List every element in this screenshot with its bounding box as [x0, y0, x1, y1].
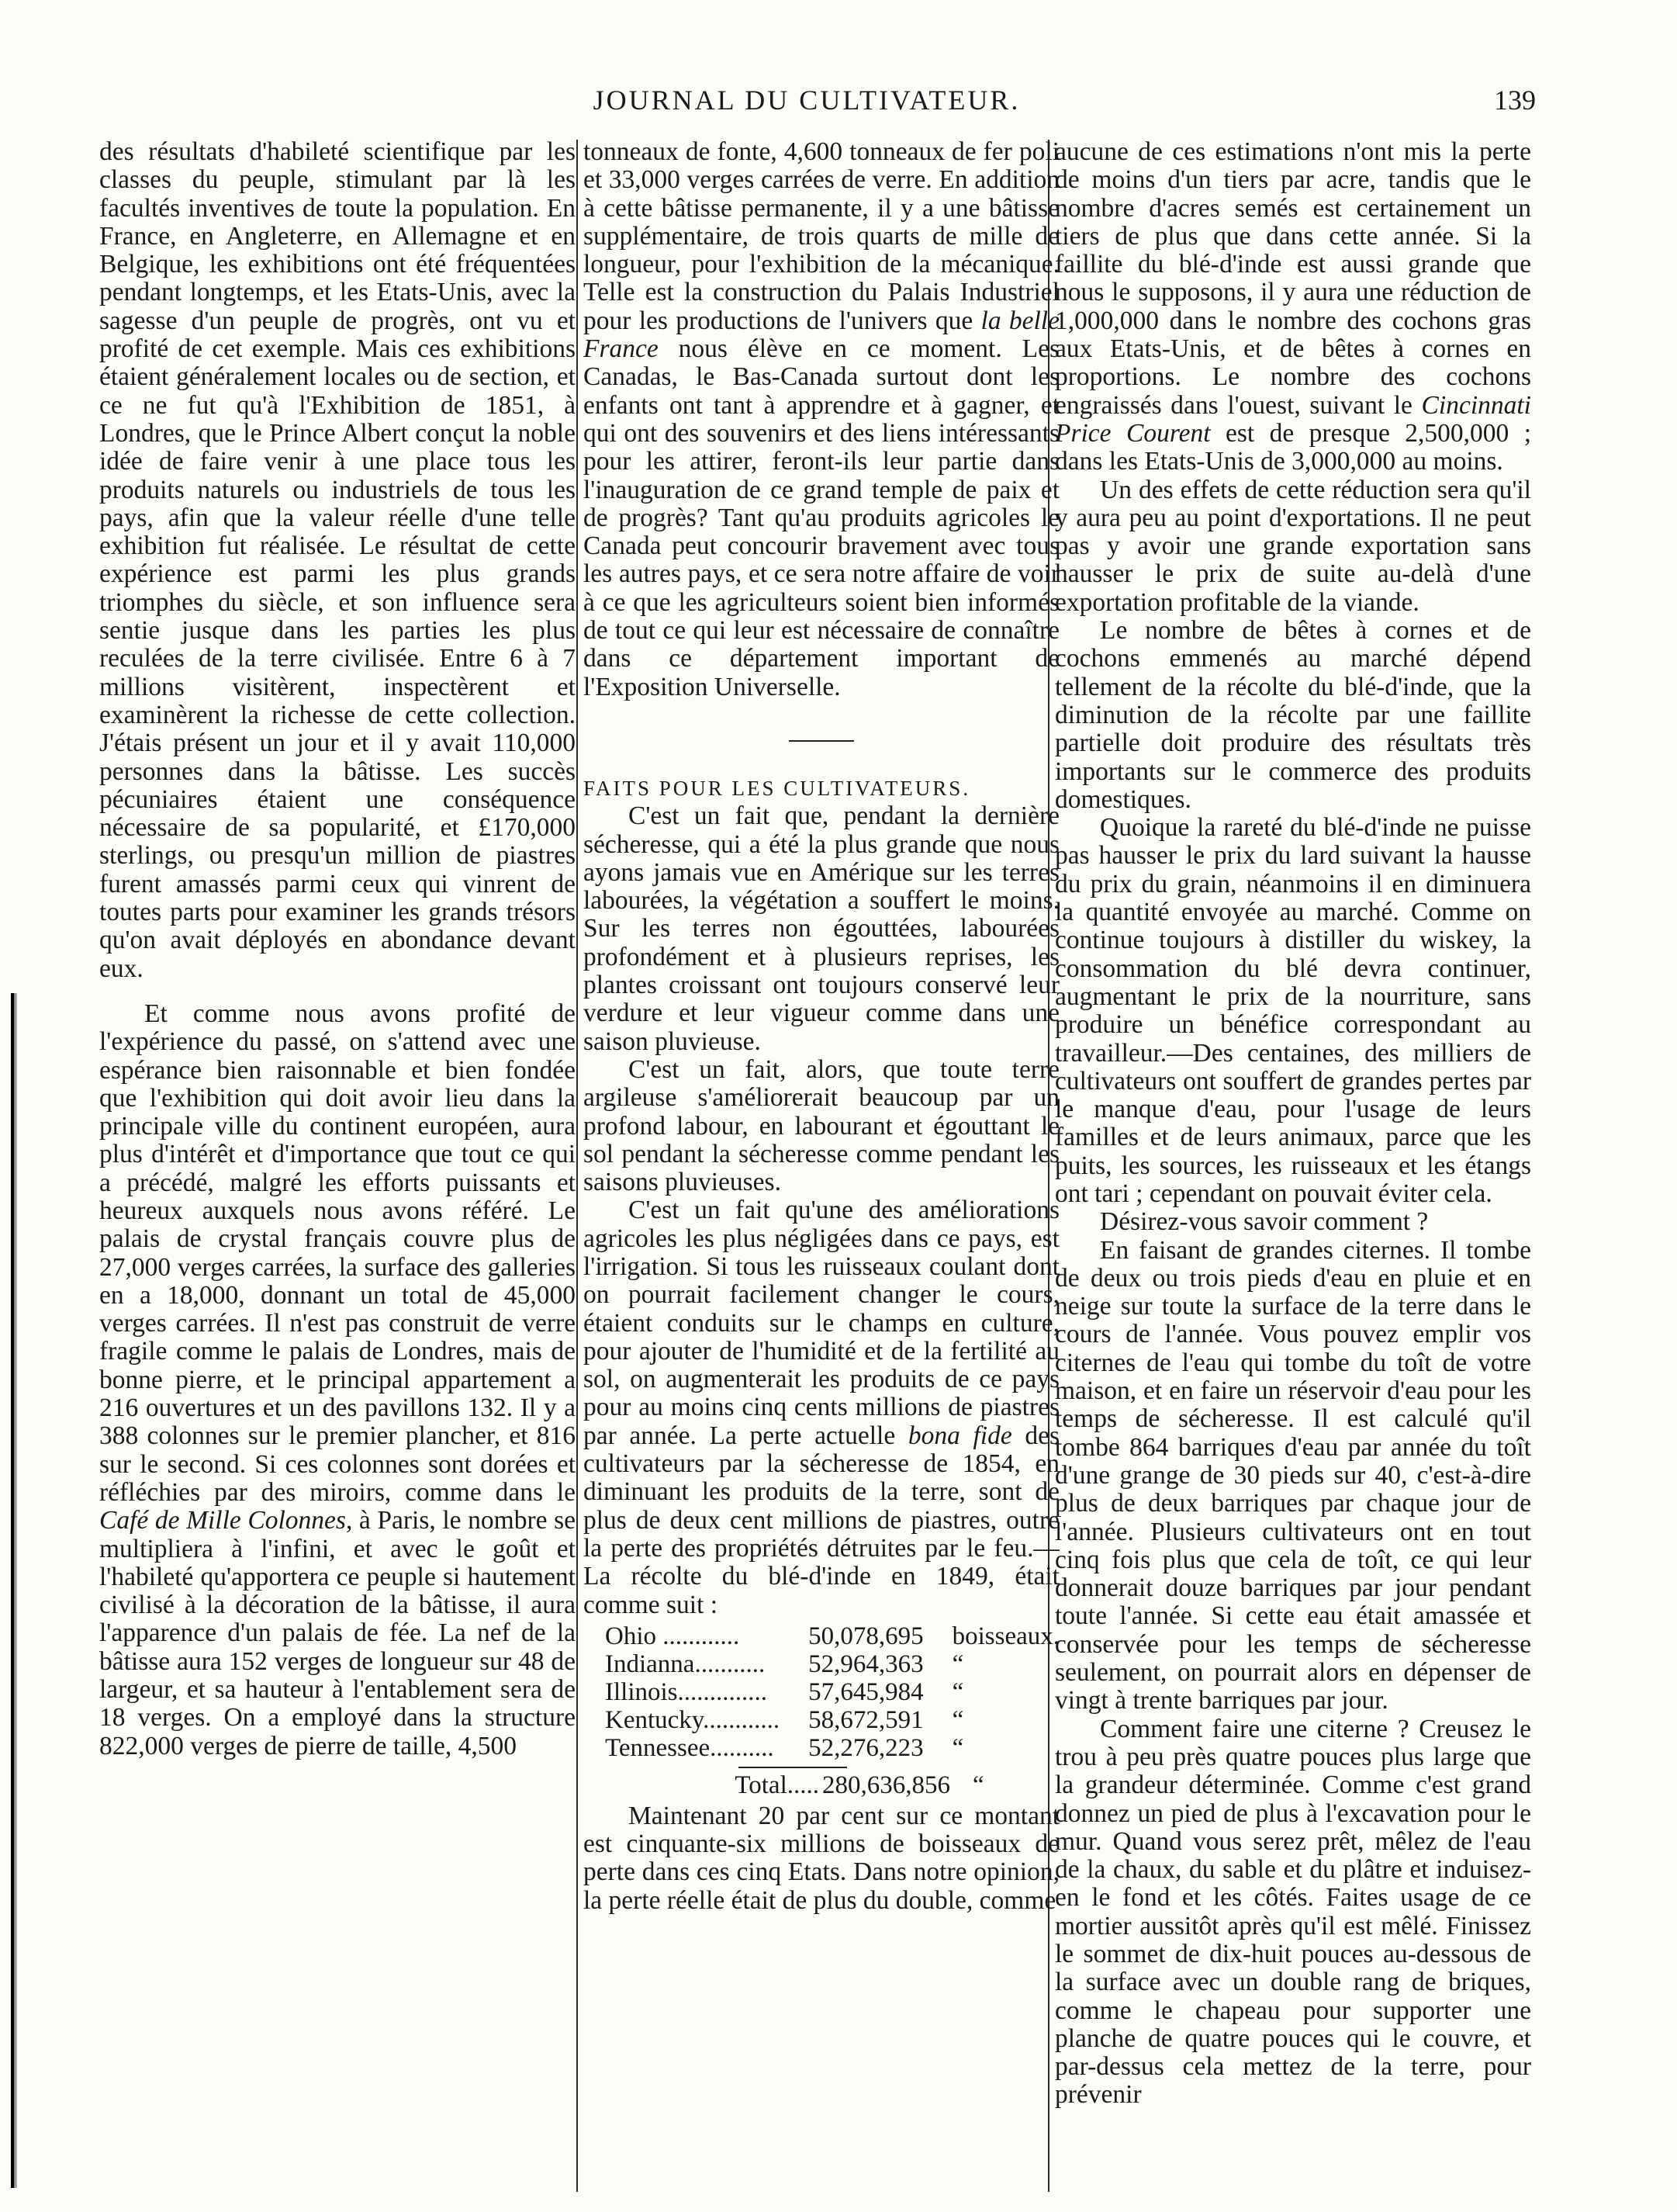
crop-table: [605, 1622, 1060, 1762]
crop-total: [605, 1771, 984, 1799]
journal-title: JOURNAL DU CULTIVATEUR.: [593, 85, 1021, 116]
column-2: [583, 138, 1060, 2194]
column-1: [99, 138, 576, 2194]
paragraph: En faisant de grandes citernes. Il tombe de deux ou trois pieds d'eau en pluie et en neige sur toute la surface de la terre dans le cours de l'année. Vous pouvez emplir vos citernes de l'eau qui tombe du toît de votre maison, et en faire un réservoir d'eau pour les temps de sécheresse. Il est calculé qu'il tombe 864 barriques d'eau par année du toît d'une grange de 30 pieds sur 40, c'est-à-dire plus de deux barriques par chaque jour de l'année. Plusieurs cultivateurs ont en tout cinq fois plus que cela de toît, ce qui leur donnerait douze barriques par jour pendant toute l'année. Si cette eau était amassée et conservée pour les temps de sécheresse seulement, on pourrait alors en dépenser de vingt à trente barriques par jour.: [1055, 1235, 1531, 1715]
section-divider: [789, 740, 854, 742]
paragraph: Le nombre de bêtes à cornes et de cochons emmenés au marché dépend tellement de la récolte du blé-d'inde, que la diminution de la récolte par une faillite partielle doit produire des résultats très importants sur le commerce des produits domestiques.: [1055, 616, 1531, 814]
paragraph: Désirez-vous savoir comment ?: [1100, 1207, 1429, 1237]
paragraph: des résultats d'habileté scientifique par les classes du peuple, stimulant par là les facultés inventives de toute la population. En France, en Angleterre, en Allemagne et en Belgique, les exhibitions ont été fréquentées pendant longtemps, et les Etats-Unis, avec la sagesse d'un peuple de progrès, ont vu et profité de cet exemple. Mais ces exhibitions étaient généralement locales ou de section, et ce ne fut qu'à l'Exhibition de 1851, à Londres, que le Prince Albert conçut la noble idée de faire venir à une place tous les produits naturels ou industriels de tous les pays, afin que la valeur réelle d'une telle exhibition fut réalisée. Le résultat de cette expérience est parmi les plus grands triomphes du siècle, et son influence sera sentie jusque dans les parties les plus reculées de la terre civilisée. Entre 6 à 7 millions visitèrent, inspectèrent et examinèrent la richesse de cette collection. J'étais présent un jour et il y avait 110,000 personnes dans la bâtisse. Les succès pécuniaires étaient une conséquence nécessaire de sa popularité, et £170,000 sterlings, ou presqu'un million de piastres furent amassés parmi ceux qui vinrent de toutes parts pour examiner les grands trésors qu'on avait déployés en abondance devant eux.: [99, 138, 576, 983]
table-row: Kentucky............ 58,672,591 “: [605, 1705, 964, 1734]
table-row: Tennessee.......... 52,276,223 “: [605, 1733, 964, 1762]
table-row: Ohio ............ 50,078,695 boisseaux.: [605, 1622, 1060, 1650]
page-header: [78, 81, 1536, 119]
paragraph: Comment faire une citerne ? Creusez le trou à peu près quatre pouces plus large que la grandeur déterminée. Comme c'est grand donnez un pied de plus à l'excavation pour le mur. Quand vous serez prêt, mêlez de l'eau de la chaux, du sable et du plâtre et induisez-en le fond et les côtés. Faites usage de ce mortier aussitôt après qu'il est mêlé. Finissez le sommet de dix-huit pouces au-dessous de la surface avec un double rang de briques, comme le chapeau pour supporter une planche de quatre pouces qui le couvre, et par-dessus cela mettez de la terre, pour prévenir: [1055, 1714, 1531, 2110]
paragraph: Et comme nous avons profité de l'expérience du passé, on s'attend avec une espérance bien raisonnable et bien fondée que l'exhibition qui doit avoir lieu dans la principale ville du continent européen, aura plus d'intérêt et d'importance que tout ce qui a précédé, malgré les efforts puissants et heureux auxquels nous avons référé. Le palais de crystal français couvre plus de 27,000 verges carrées, la surface des galleries en a 18,000, donnant un total de 45,000 verges carrées. Il n'est pas construit de verre fragile comme le palais de Londres, mais de bonne pierre, et le principal appartement a 216 ouvertures et un des pavillons 132. Il y a 388 colonnes sur le premier plancher, et 816 sur le second. Si ces colonnes sont dorées et réfléchies par des miroirs, comme dans le Café de Mille Colonnes, à Paris, le nombre se multipliera à l'infini, et avec le goût et l'habileté qu'apportera ce peuple si hautement civilisé à la décoration de la bâtisse, il aura l'apparence d'un palais de fée. La nef de la bâtisse aura 152 verges de longueur sur 48 de largeur, et sa hauteur à l'entablement sera de 18 verges. On a employé dans la structure 822,000 verges de pierre de taille, 4,500: [99, 999, 576, 1760]
paragraph: Un des effets de cette réduction sera qu'il y aura peu au point d'exportations. Il ne peut pas y avoir une grande exportation sans hausser le prix de suite au-delà d'une exportation profitable de la viande.: [1055, 475, 1531, 617]
paragraph: C'est un fait qu'une des améliorations agricoles les plus négligées dans ce pays, est l'irrigation. Si tous les ruisseaux coulant dont on pourrait facilement changer le cours, étaient conduits sur le champs en culture, pour ajouter de l'humidité et de la fertilité au sol, on augmenterait les produits de ce pays pour au moins cinq cents millions de piastres par année. La perte actuelle bona fide des cultivateurs par la sécheresse de 1854, en diminuant les produits de la terre, sont de plus de deux cent millions de piastres, outre la perte des propriétés détruites par le feu.—La récolte du blé-d'inde en 1849, était comme suit :: [583, 1196, 1060, 1619]
page-number: 139: [1494, 85, 1536, 116]
paragraph: C'est un fait, alors, que toute terre argileuse s'améliorerait beaucoup par un profond labour, en labourant et égouttant le sol pendant la sécheresse comme pendant les saisons pluvieuses.: [583, 1054, 1060, 1197]
italic-text: Café de Mille Colonnes: [99, 1506, 346, 1535]
table-row: Indianna........... 52,964,363 “: [605, 1649, 964, 1678]
section-heading: FAITS POUR LES CULTIVATEURS.: [583, 776, 971, 800]
scan-edge-shadow: [11, 993, 17, 2188]
italic-text: bona fide: [908, 1421, 1012, 1450]
italic-text: la belle France: [583, 306, 1060, 364]
paragraph: C'est un fait que, pendant la dernière sécheresse, qui a été la plus grande que nous ayons jamais vue en Amérique sur les terres labourées, la végétation a souffert le moins. Sur les terres non égouttées, labourées profondément et à plusieurs reprises, les plantes croissant ont toujours conservé leur verdure et leur vigueur comme dans une saison pluvieuse.: [583, 801, 1060, 1056]
column-rule-left: [576, 140, 578, 2192]
paragraph: tonneaux de fonte, 4,600 tonneaux de fer poli et 33,000 verges carrées de verre. En addition à cette bâtisse permanente, il y a une bâtisse supplémentaire, de trois quarts de mille de longueur, pour l'exhibition de la mécanique. Telle est la construction du Palais Industriel pour les productions de l'univers que la belle France nous élève en ce moment. Les Canadas, le Bas-Canada surtout dont les enfants ont tant à apprendre et à gagner, et qui ont des souvenirs et des liens intéressants pour les attirer, feront-ils leur partie dans l'inauguration de ce grand temple de paix et de progrès? Tant qu'au produits agricoles le Canada peut concourir bravement avec tous les autres pays, et ce sera notre affaire de voir à ce que les agriculteurs soient bien informés de tout ce qui leur est nécessaire de connaître dans ce département important de l'Exposition Universelle.: [583, 138, 1060, 701]
paragraph: Quoique la rareté du blé-d'inde ne puisse pas hausser le prix du lard suivant la hausse du prix du grain, néanmoins il en diminuera la quantité envoyée au marché. Comme on continue toujours à distiller du wiskey, la consommation du blé devra continuer, augmentant le prix de la nourriture, sans produire un bénéfice correspondant au travailleur.—Des centaines, des milliers de cultivateurs ont souffert de grandes pertes par le manque d'eau, pour l'usage de leurs familles et de leurs animaux, parce que les puits, les sources, les ruisseaux et les étangs ont tari ; cependant on pouvait éviter cela.: [1055, 813, 1531, 1208]
table-row-total: Total..... 280,636,856 “: [735, 1771, 984, 1799]
table-row: Illinois.............. 57,645,984 “: [605, 1677, 964, 1706]
italic-text: Cincinnati Price Courent: [1055, 390, 1531, 448]
paragraph: aucune de ces estimations n'ont mis la perte de moins d'un tiers par acre, tandis que le nombre d'acres semés est certainement un tiers de plus que dans cette année. Si la faillite du blé-d'inde est aussi grande que nous le supposons, il y aura une réduction de 1,000,000 dans le nombre des cochons gras aux Etats-Unis, et de bêtes à cornes en proportions. Le nombre des cochons engraissés dans l'ouest, suivant le Cincinnati Price Courent est de presque 2,500,000 ; dans les Etats-Unis de 3,000,000 au moins.: [1055, 138, 1531, 476]
total-rule: [738, 1767, 847, 1768]
paragraph: Maintenant 20 par cent sur ce montant est cinquante-six millions de boisseaux de perte dans ces cinq Etats. Dans notre opinion, la perte réelle était de plus du double, comme: [583, 1801, 1060, 1915]
column-3: [1055, 138, 1531, 2194]
